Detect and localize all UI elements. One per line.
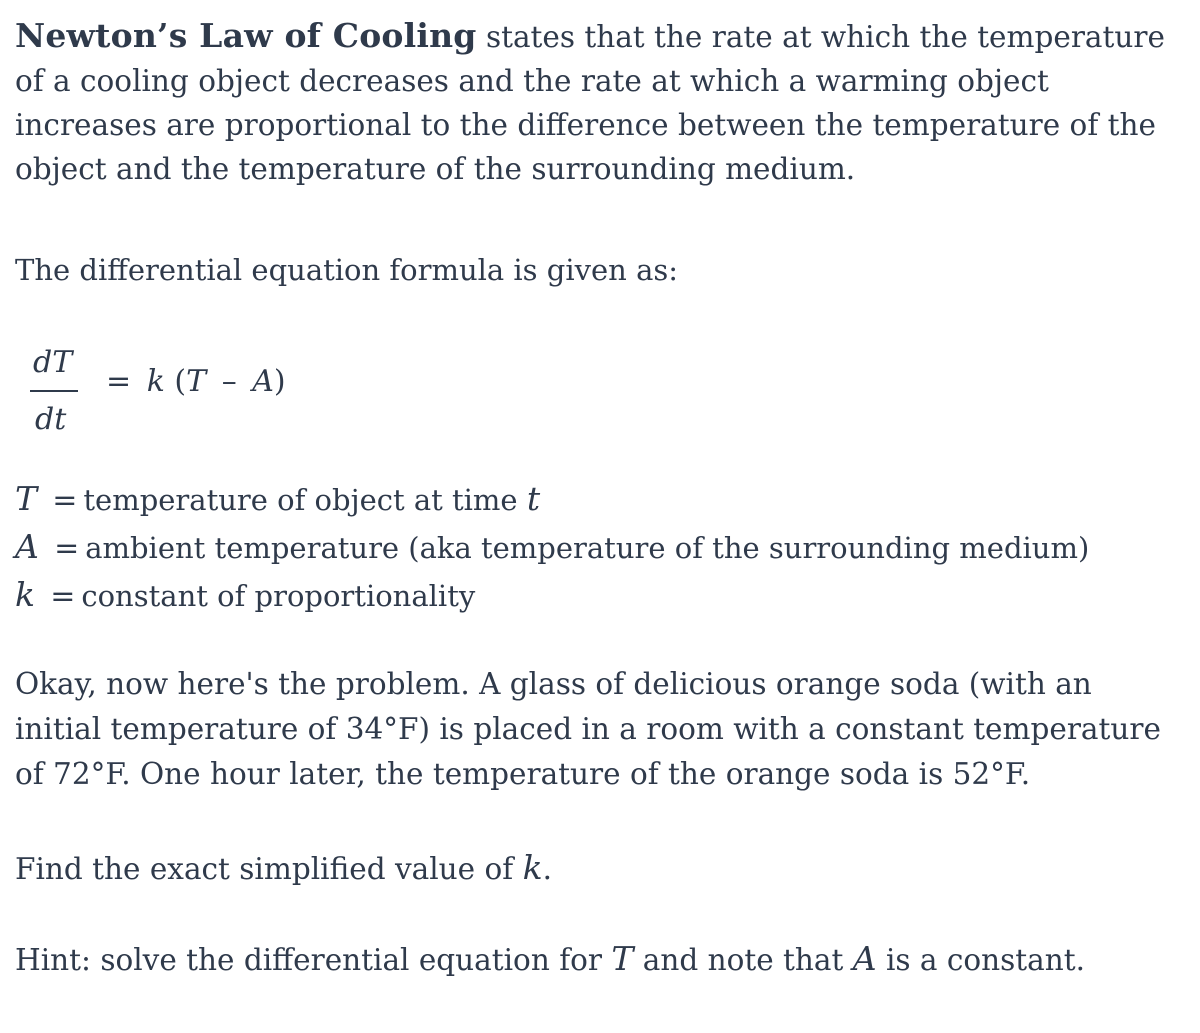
definition-symbol: A [15,527,39,566]
hint-middle: and note that [633,943,853,977]
equation-coefficient: k [146,364,165,399]
definition-equals: = [50,579,76,614]
law-name: Newton’s Law of Cooling [15,16,477,55]
formula-introduction: The differential equation formula is given as: [15,253,679,287]
hint-statement [15,937,1085,982]
equation-ambient: A [252,364,274,399]
fraction-bar [30,390,78,392]
equation-open-paren: ( [174,364,187,399]
definition-row [15,523,1089,571]
equation-equals: = [106,364,132,399]
fraction-numerator: dT [33,345,73,380]
definition-equals: = [52,483,78,518]
definition-text: constant of proportionality [81,579,476,613]
task-symbol: k [522,848,543,887]
definition-symbol: k [15,575,35,614]
equation-minus: – [221,364,237,399]
definition-text: ambient temperature (aka temperature of the surrounding medium) [85,531,1090,565]
intro-text: states that the rate at which the temperature of a cooling object decreases and the rate at which a warming object increases are proportional to the difference between the temperature of the object and the temperature of the surrounding medium. [15,20,1165,186]
definitions-list [15,475,1089,619]
hint-symbol-ambient: A [852,939,877,978]
hint-symbol-temperature: T [611,939,634,978]
math-explanation [15,14,1185,978]
equation-temperature: T [186,364,207,399]
definition-symbol: T [15,479,38,518]
equation-close-paren: ) [273,364,286,399]
problem-statement: Okay, now here's the problem. A glass of delicious orange soda (with an initial temperature of 34°F) is placed in a room with a constant temperature of 72°F. One hour later, the temperature of the orange soda is 52°F. [15,667,1161,791]
definition-row [15,475,1089,523]
task-prefix: Find the exact simplified value of [15,852,523,886]
equation-right-side [100,364,286,399]
task-statement [15,846,552,891]
definition-text: temperature of object at time [83,483,527,517]
hint-prefix: Hint: solve the differential equation for [15,943,612,977]
derivative-fraction [27,333,83,443]
definition-equals: = [54,531,80,566]
intro-paragraph [15,14,1175,191]
definition-row [15,571,1089,619]
fraction-denominator: dt [35,402,67,437]
task-suffix: . [542,852,552,886]
definition-trailing-symbol: t [526,479,541,518]
hint-suffix: is a constant. [876,943,1085,977]
